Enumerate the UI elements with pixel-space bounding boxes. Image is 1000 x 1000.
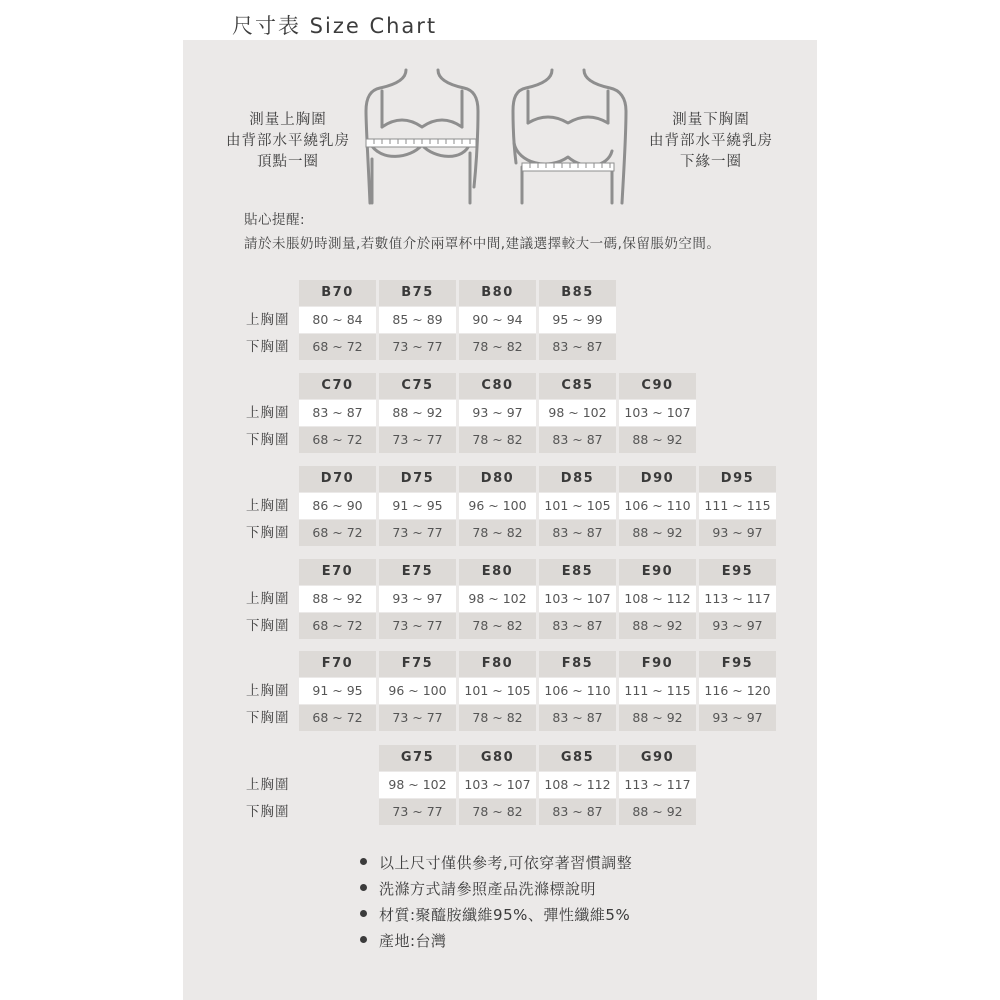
upper-bust-cell: 111 ~ 115 bbox=[619, 678, 696, 704]
upper-bust-cell: 91 ~ 95 bbox=[379, 493, 456, 519]
bullet-icon bbox=[360, 936, 367, 943]
lower-bust-figure bbox=[508, 67, 636, 205]
lower-bust-cell: 78 ~ 82 bbox=[459, 705, 536, 731]
lower-bust-cell: 93 ~ 97 bbox=[699, 613, 776, 639]
upper-bust-cell: 98 ~ 102 bbox=[539, 400, 616, 426]
bullet-icon bbox=[360, 858, 367, 865]
upper-bust-cell: 96 ~ 100 bbox=[459, 493, 536, 519]
size-header-cell: G75 bbox=[379, 745, 456, 771]
lower-bust-cell: 88 ~ 92 bbox=[619, 705, 696, 731]
lower-bust-title: 測量下胸圍 bbox=[672, 112, 750, 128]
size-header-cell: D85 bbox=[539, 466, 616, 492]
lower-bust-cell: 83 ~ 87 bbox=[539, 427, 616, 453]
upper-bust-cell: 103 ~ 107 bbox=[459, 772, 536, 798]
row-label-upper-bust: 上胸圍 bbox=[246, 683, 290, 699]
lower-bust-cell: 83 ~ 87 bbox=[539, 334, 616, 360]
size-header-cell: B80 bbox=[459, 280, 536, 306]
size-header-cell: C80 bbox=[459, 373, 536, 399]
lower-bust-cell: 73 ~ 77 bbox=[379, 799, 456, 825]
size-header-cell: E70 bbox=[299, 559, 376, 585]
size-header-cell: E75 bbox=[379, 559, 456, 585]
size-header-cell: F90 bbox=[619, 651, 696, 677]
upper-bust-figure bbox=[358, 67, 486, 205]
lower-bust-cell: 83 ~ 87 bbox=[539, 799, 616, 825]
size-header-cell: F85 bbox=[539, 651, 616, 677]
upper-bust-cell: 86 ~ 90 bbox=[299, 493, 376, 519]
row-label-lower-bust: 下胸圍 bbox=[246, 525, 290, 541]
lower-bust-desc-1: 由背部水平繞乳房 bbox=[649, 133, 773, 149]
lower-bust-cell: 88 ~ 92 bbox=[619, 799, 696, 825]
row-label-upper-bust: 上胸圍 bbox=[246, 312, 290, 328]
lower-bust-cell: 78 ~ 82 bbox=[459, 520, 536, 546]
lower-bust-cell: 73 ~ 77 bbox=[379, 427, 456, 453]
size-header-cell: B85 bbox=[539, 280, 616, 306]
upper-bust-cell: 88 ~ 92 bbox=[299, 586, 376, 612]
upper-bust-cell: 93 ~ 97 bbox=[379, 586, 456, 612]
lower-bust-cell: 78 ~ 82 bbox=[459, 799, 536, 825]
row-label-lower-bust: 下胸圍 bbox=[246, 339, 290, 355]
upper-bust-cell: 96 ~ 100 bbox=[379, 678, 456, 704]
upper-bust-cell: 83 ~ 87 bbox=[299, 400, 376, 426]
lower-bust-cell: 68 ~ 72 bbox=[299, 520, 376, 546]
lower-bust-cell: 83 ~ 87 bbox=[539, 520, 616, 546]
note-item bbox=[360, 850, 632, 876]
size-header-cell: D70 bbox=[299, 466, 376, 492]
upper-bust-cell: 101 ~ 105 bbox=[459, 678, 536, 704]
note-item bbox=[360, 902, 632, 928]
lower-bust-cell: 88 ~ 92 bbox=[619, 520, 696, 546]
upper-bust-instruction bbox=[220, 110, 356, 173]
upper-bust-cell: 90 ~ 94 bbox=[459, 307, 536, 333]
note-text: 產地:台灣 bbox=[379, 932, 447, 950]
upper-bust-cell: 93 ~ 97 bbox=[459, 400, 536, 426]
lower-bust-cell: 68 ~ 72 bbox=[299, 334, 376, 360]
upper-bust-cell: 85 ~ 89 bbox=[379, 307, 456, 333]
row-label-lower-bust: 下胸圍 bbox=[246, 618, 290, 634]
size-header-cell: F95 bbox=[699, 651, 776, 677]
upper-bust-cell: 108 ~ 112 bbox=[539, 772, 616, 798]
upper-bust-cell: 106 ~ 110 bbox=[539, 678, 616, 704]
upper-bust-cell: 88 ~ 92 bbox=[379, 400, 456, 426]
size-header-cell: E80 bbox=[459, 559, 536, 585]
row-label-upper-bust: 上胸圍 bbox=[246, 405, 290, 421]
lower-bust-desc-2: 下緣一圈 bbox=[680, 154, 742, 170]
upper-bust-cell: 113 ~ 117 bbox=[699, 586, 776, 612]
upper-bust-cell: 106 ~ 110 bbox=[619, 493, 696, 519]
lower-bust-instruction bbox=[640, 110, 782, 173]
lower-bust-cell: 68 ~ 72 bbox=[299, 705, 376, 731]
page-title: 尺寸表 Size Chart bbox=[232, 14, 438, 38]
note-text: 材質:聚醯胺纖維95%、彈性纖維5% bbox=[379, 906, 631, 924]
lower-bust-cell: 83 ~ 87 bbox=[539, 705, 616, 731]
upper-bust-cell: 103 ~ 107 bbox=[539, 586, 616, 612]
size-header-cell: D90 bbox=[619, 466, 696, 492]
lower-bust-cell: 83 ~ 87 bbox=[539, 613, 616, 639]
lower-bust-cell: 73 ~ 77 bbox=[379, 613, 456, 639]
upper-bust-title: 測量上胸圍 bbox=[249, 112, 327, 128]
size-header-cell: F70 bbox=[299, 651, 376, 677]
note-item bbox=[360, 876, 632, 902]
upper-bust-cell: 95 ~ 99 bbox=[539, 307, 616, 333]
lower-bust-cell: 93 ~ 97 bbox=[699, 705, 776, 731]
size-header-cell: B75 bbox=[379, 280, 456, 306]
lower-bust-cell: 68 ~ 72 bbox=[299, 427, 376, 453]
upper-bust-cell: 101 ~ 105 bbox=[539, 493, 616, 519]
size-header-cell: G90 bbox=[619, 745, 696, 771]
lower-bust-cell: 73 ~ 77 bbox=[379, 334, 456, 360]
lower-bust-cell: 78 ~ 82 bbox=[459, 613, 536, 639]
upper-bust-desc-1: 由背部水平繞乳房 bbox=[226, 133, 350, 149]
lower-bust-cell: 68 ~ 72 bbox=[299, 613, 376, 639]
lower-bust-cell: 78 ~ 82 bbox=[459, 334, 536, 360]
size-header-cell: C75 bbox=[379, 373, 456, 399]
note-item bbox=[360, 928, 632, 954]
row-label-lower-bust: 下胸圍 bbox=[246, 710, 290, 726]
row-label-upper-bust: 上胸圍 bbox=[246, 498, 290, 514]
size-header-cell: F80 bbox=[459, 651, 536, 677]
lower-bust-cell: 88 ~ 92 bbox=[619, 427, 696, 453]
upper-bust-cell: 80 ~ 84 bbox=[299, 307, 376, 333]
row-label-upper-bust: 上胸圍 bbox=[246, 591, 290, 607]
size-header-cell: E90 bbox=[619, 559, 696, 585]
upper-bust-desc-2: 頂點一圈 bbox=[257, 154, 319, 170]
notes-list bbox=[360, 850, 632, 954]
upper-bust-cell: 91 ~ 95 bbox=[299, 678, 376, 704]
upper-bust-cell: 113 ~ 117 bbox=[619, 772, 696, 798]
lower-bust-cell: 78 ~ 82 bbox=[459, 427, 536, 453]
row-label-upper-bust: 上胸圍 bbox=[246, 777, 290, 793]
row-label-lower-bust: 下胸圍 bbox=[246, 804, 290, 820]
upper-bust-cell: 111 ~ 115 bbox=[699, 493, 776, 519]
size-header-cell: C90 bbox=[619, 373, 696, 399]
lower-bust-cell: 93 ~ 97 bbox=[699, 520, 776, 546]
size-header-cell: E95 bbox=[699, 559, 776, 585]
size-header-cell: D95 bbox=[699, 466, 776, 492]
size-header-cell: F75 bbox=[379, 651, 456, 677]
note-text: 以上尺寸僅供參考,可依穿著習慣調整 bbox=[379, 854, 633, 872]
size-header-cell: G80 bbox=[459, 745, 536, 771]
size-header-cell: G85 bbox=[539, 745, 616, 771]
upper-bust-cell: 108 ~ 112 bbox=[619, 586, 696, 612]
note-text: 洗滌方式請參照產品洗滌標說明 bbox=[379, 880, 597, 898]
size-header-cell: D75 bbox=[379, 466, 456, 492]
tips-section bbox=[244, 208, 720, 256]
bullet-icon bbox=[360, 884, 367, 891]
tips-title: 貼心提醒: bbox=[244, 212, 306, 228]
bullet-icon bbox=[360, 910, 367, 917]
row-label-lower-bust: 下胸圍 bbox=[246, 432, 290, 448]
size-header-cell: B70 bbox=[299, 280, 376, 306]
size-header-cell: E85 bbox=[539, 559, 616, 585]
tips-text: 請於未脹奶時測量,若數值介於兩罩杯中間,建議選擇較大一碼,保留脹奶空間。 bbox=[244, 236, 721, 252]
upper-bust-cell: 98 ~ 102 bbox=[379, 772, 456, 798]
upper-bust-cell: 98 ~ 102 bbox=[459, 586, 536, 612]
size-header-cell: C70 bbox=[299, 373, 376, 399]
lower-bust-cell: 88 ~ 92 bbox=[619, 613, 696, 639]
size-header-cell: C85 bbox=[539, 373, 616, 399]
upper-bust-cell: 103 ~ 107 bbox=[619, 400, 696, 426]
lower-bust-cell: 73 ~ 77 bbox=[379, 705, 456, 731]
lower-bust-cell: 73 ~ 77 bbox=[379, 520, 456, 546]
upper-bust-cell: 116 ~ 120 bbox=[699, 678, 776, 704]
size-header-cell: D80 bbox=[459, 466, 536, 492]
